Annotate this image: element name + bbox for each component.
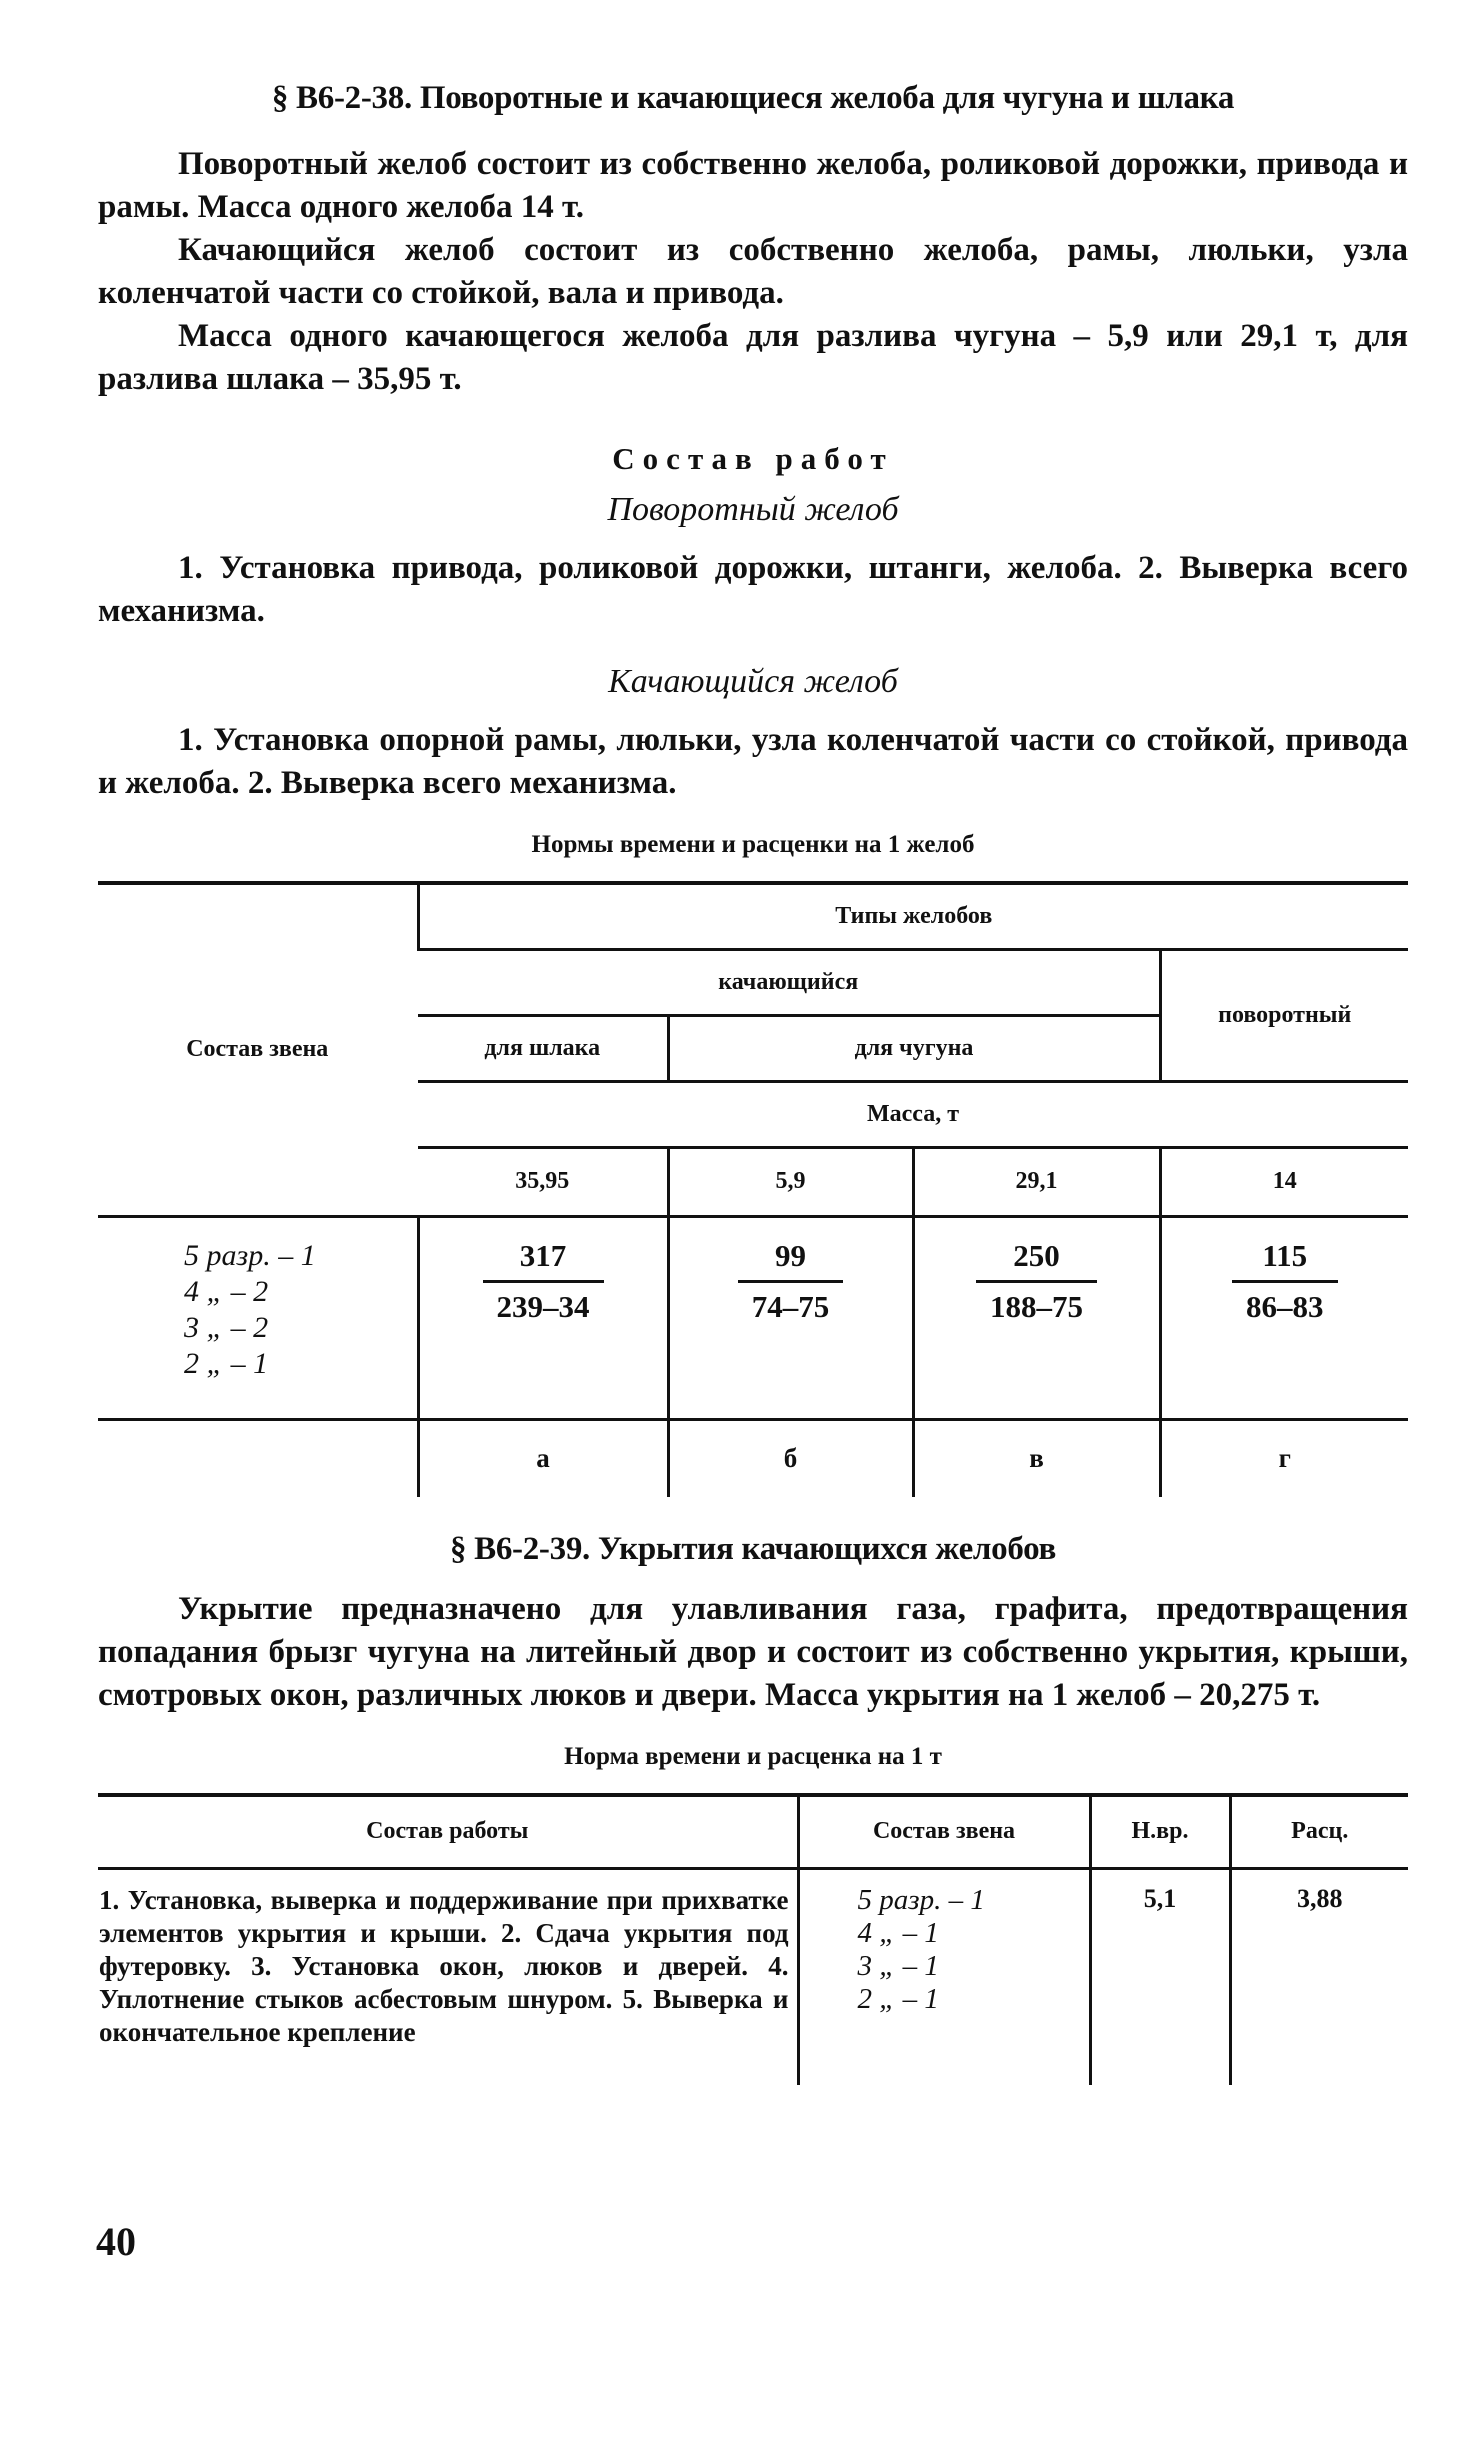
paragraph-mass: Масса одного качающегося желоба для разлива чугуна – 5,9 или 29,1 т, для разлива шлака – 35,95 т.	[98, 318, 1408, 397]
swinging-header: качающийся	[418, 949, 1160, 1015]
time-norm: 5,1	[1090, 1868, 1230, 2085]
cover-norms-table	[98, 1793, 1408, 2085]
work-description: 1. Установка, выверка и поддерживание при прихватке элементов укрытия и крыши. 2. Сдача укрытия под футеровку. 3. Установка окон, люков и дверей. 4. Уплотнение стыков асбестовым шнуром. 5. Выверка и окончательное крепление	[99, 1884, 789, 2047]
time-norm: 317	[483, 1238, 604, 1283]
work-header: Состав работы	[98, 1795, 798, 1869]
column-letter: б	[668, 1419, 913, 1497]
crew-line: 2 „ – 1	[184, 1346, 269, 1380]
mass-header: Масса, т	[418, 1081, 1408, 1147]
rate: 86–83	[1246, 1288, 1324, 1324]
mass-value: 29,1	[913, 1147, 1160, 1216]
section-39-title: § В6-2-39. Укрытия качающихся желобов	[449, 1530, 1057, 1567]
crew-header: Состав звена	[798, 1795, 1090, 1869]
crew-line: 5 разр. – 1	[857, 1883, 985, 1916]
crew-line: 4 „ – 2	[184, 1274, 269, 1308]
rate: 74–75	[751, 1288, 830, 1324]
rate-header: Расц.	[1230, 1795, 1408, 1869]
crew-composition	[98, 1216, 418, 1419]
time-norm: 99	[738, 1238, 844, 1283]
crew-line: 3 „ – 2	[184, 1310, 269, 1344]
norms-table	[98, 881, 1408, 1497]
rate: 239–34	[496, 1288, 590, 1324]
paragraph-rotary-description: Поворотный желоб состоит из собственно желоба, роликовой дорожки, привода и рамы. Масса одного желоба 14 т.	[98, 146, 1408, 225]
rotary-work-text: 1. Установка привода, роликовой дорожки, штанги, желоба. 2. Выверка всего механизма.	[98, 550, 1408, 629]
rotary-heading: Поворотный желоб	[607, 491, 899, 528]
iron-header: для чугуна	[668, 1015, 1160, 1081]
crew-line: 4 „ – 1	[857, 1916, 939, 1949]
rotary-header: поворотный	[1160, 949, 1408, 1081]
paragraph-swinging-description: Качающийся желоб состоит из собственно желоба, рамы, люльки, узла коленчатой части со стойкой, вала и привода.	[98, 232, 1408, 311]
time-header: Н.вр.	[1090, 1795, 1230, 1869]
section-38-title: § В6-2-38. Поворотные и качающиеся желоба для чугуна и шлака	[271, 80, 1235, 116]
crew-composition	[798, 1868, 1090, 2085]
swinging-work-text: 1. Установка опорной рамы, люльки, узла коленчатой части со стойкой, привода и желоба. 2. Выверка всего механизма.	[98, 722, 1408, 801]
norm-cell	[418, 1216, 668, 1419]
crew-line: 3 „ – 1	[857, 1949, 939, 1982]
norm-cell	[1160, 1216, 1408, 1419]
slag-header: для шлака	[418, 1015, 668, 1081]
rate: 3,88	[1230, 1868, 1408, 2085]
column-letter: в	[913, 1419, 1160, 1497]
paragraph-cover-description: Укрытие предназначено для улавливания газа, графита, предотвращения попадания брызг чугуна на литейный двор и состоит из собственно укрытия, крыши, смотровых окон, различных люков и двери. Масса укрытия на 1 желоб – 20,275 т.	[98, 1590, 1408, 1713]
crew-header: Состав звена	[98, 883, 418, 1216]
document-page	[98, 80, 1408, 2085]
time-norm: 115	[1232, 1238, 1338, 1283]
table1-caption: Нормы времени и расценки на 1 желоб	[531, 831, 975, 858]
types-header: Типы желобов	[418, 883, 1408, 949]
norm-cell	[668, 1216, 913, 1419]
mass-value: 14	[1160, 1147, 1408, 1216]
column-letter: г	[1160, 1419, 1408, 1497]
column-letter: а	[418, 1419, 668, 1497]
crew-line: 5 разр. – 1	[184, 1238, 316, 1272]
time-norm: 250	[976, 1238, 1097, 1283]
norm-cell	[913, 1216, 1160, 1419]
table2-caption: Норма времени и расценка на 1 т	[564, 1742, 942, 1770]
crew-line: 2 „ – 1	[857, 1982, 939, 2015]
rate: 188–75	[990, 1288, 1083, 1324]
page-number: 40	[96, 2219, 136, 2264]
mass-value: 5,9	[668, 1147, 913, 1216]
mass-value: 35,95	[418, 1147, 668, 1216]
swinging-heading: Качающийся желоб	[608, 663, 898, 700]
work-composition-heading: Состав работ	[612, 441, 894, 476]
